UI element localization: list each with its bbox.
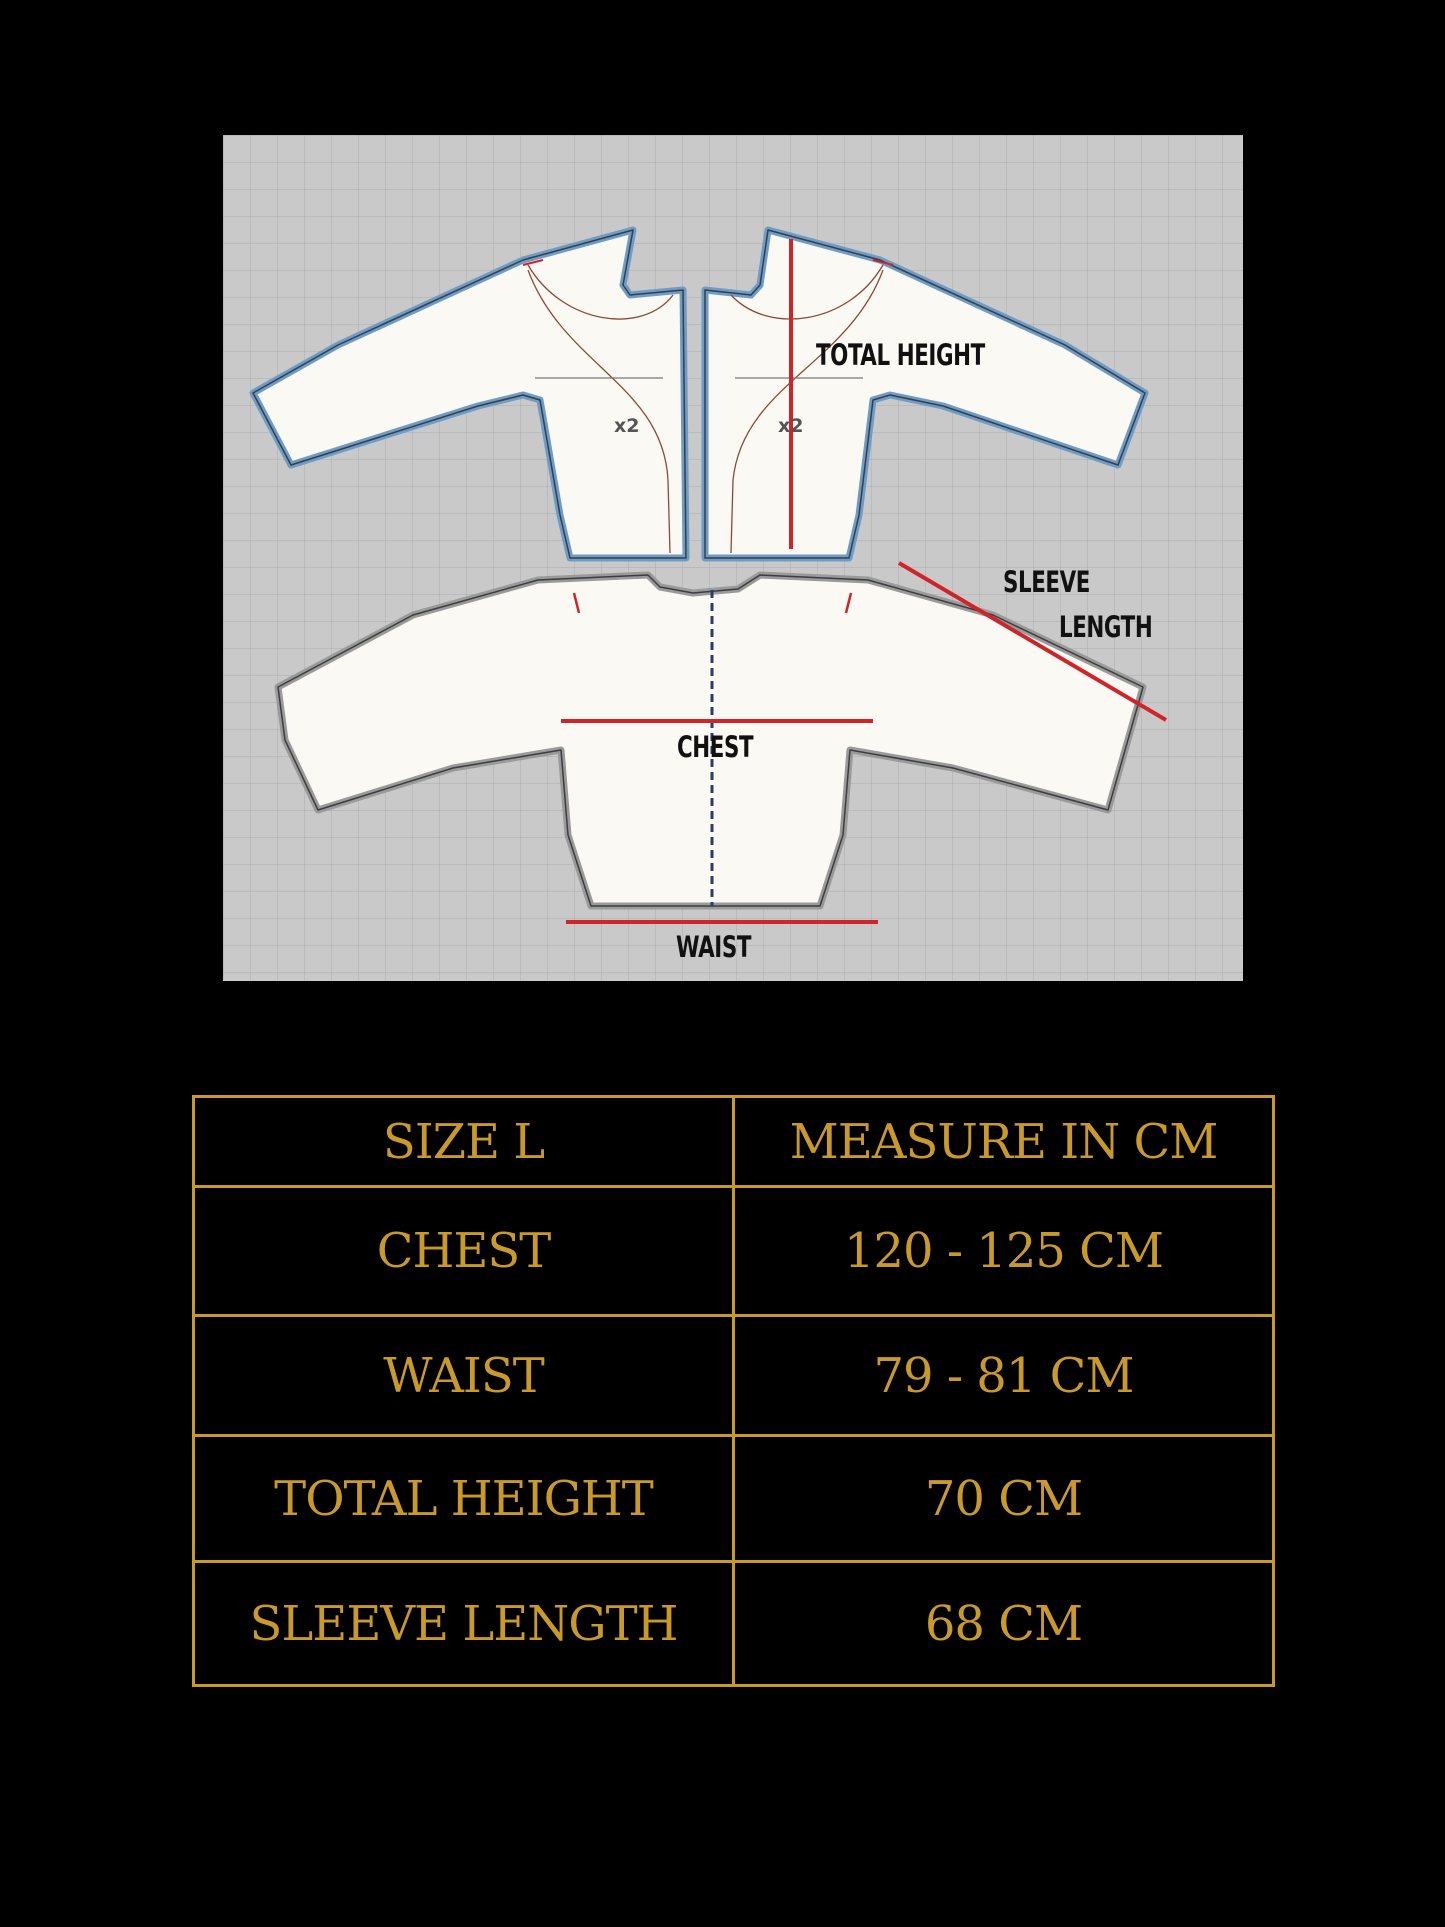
row-label: WAIST [194, 1316, 734, 1436]
table-row [194, 1187, 1274, 1316]
header-size: SIZE L [194, 1097, 734, 1187]
pattern-drawing [223, 135, 1243, 981]
size-diagram [223, 135, 1243, 981]
row-label: TOTAL HEIGHT [194, 1436, 734, 1562]
table-row [194, 1436, 1274, 1562]
sleeve-label: SLEEVE [1003, 565, 1090, 599]
chest-label: CHEST [677, 730, 754, 764]
row-label: CHEST [194, 1187, 734, 1316]
total-height-label: TOTAL HEIGHT [816, 338, 985, 372]
left-front-piece [253, 230, 686, 558]
x2-right-marker: x2 [778, 415, 804, 437]
waist-label: WAIST [676, 930, 752, 964]
row-value: 120 - 125 CM [734, 1187, 1274, 1316]
table-header-row [194, 1097, 1274, 1187]
table-row [194, 1562, 1274, 1686]
header-measure: MEASURE IN CM [734, 1097, 1274, 1187]
right-front-piece [705, 230, 1145, 558]
table-row [194, 1316, 1274, 1436]
length-label: LENGTH [1059, 610, 1153, 644]
row-label: SLEEVE LENGTH [194, 1562, 734, 1686]
row-value: 68 CM [734, 1562, 1274, 1686]
row-value: 70 CM [734, 1436, 1274, 1562]
x2-left-marker: x2 [614, 415, 640, 437]
row-value: 79 - 81 CM [734, 1316, 1274, 1436]
size-table [192, 1095, 1275, 1687]
